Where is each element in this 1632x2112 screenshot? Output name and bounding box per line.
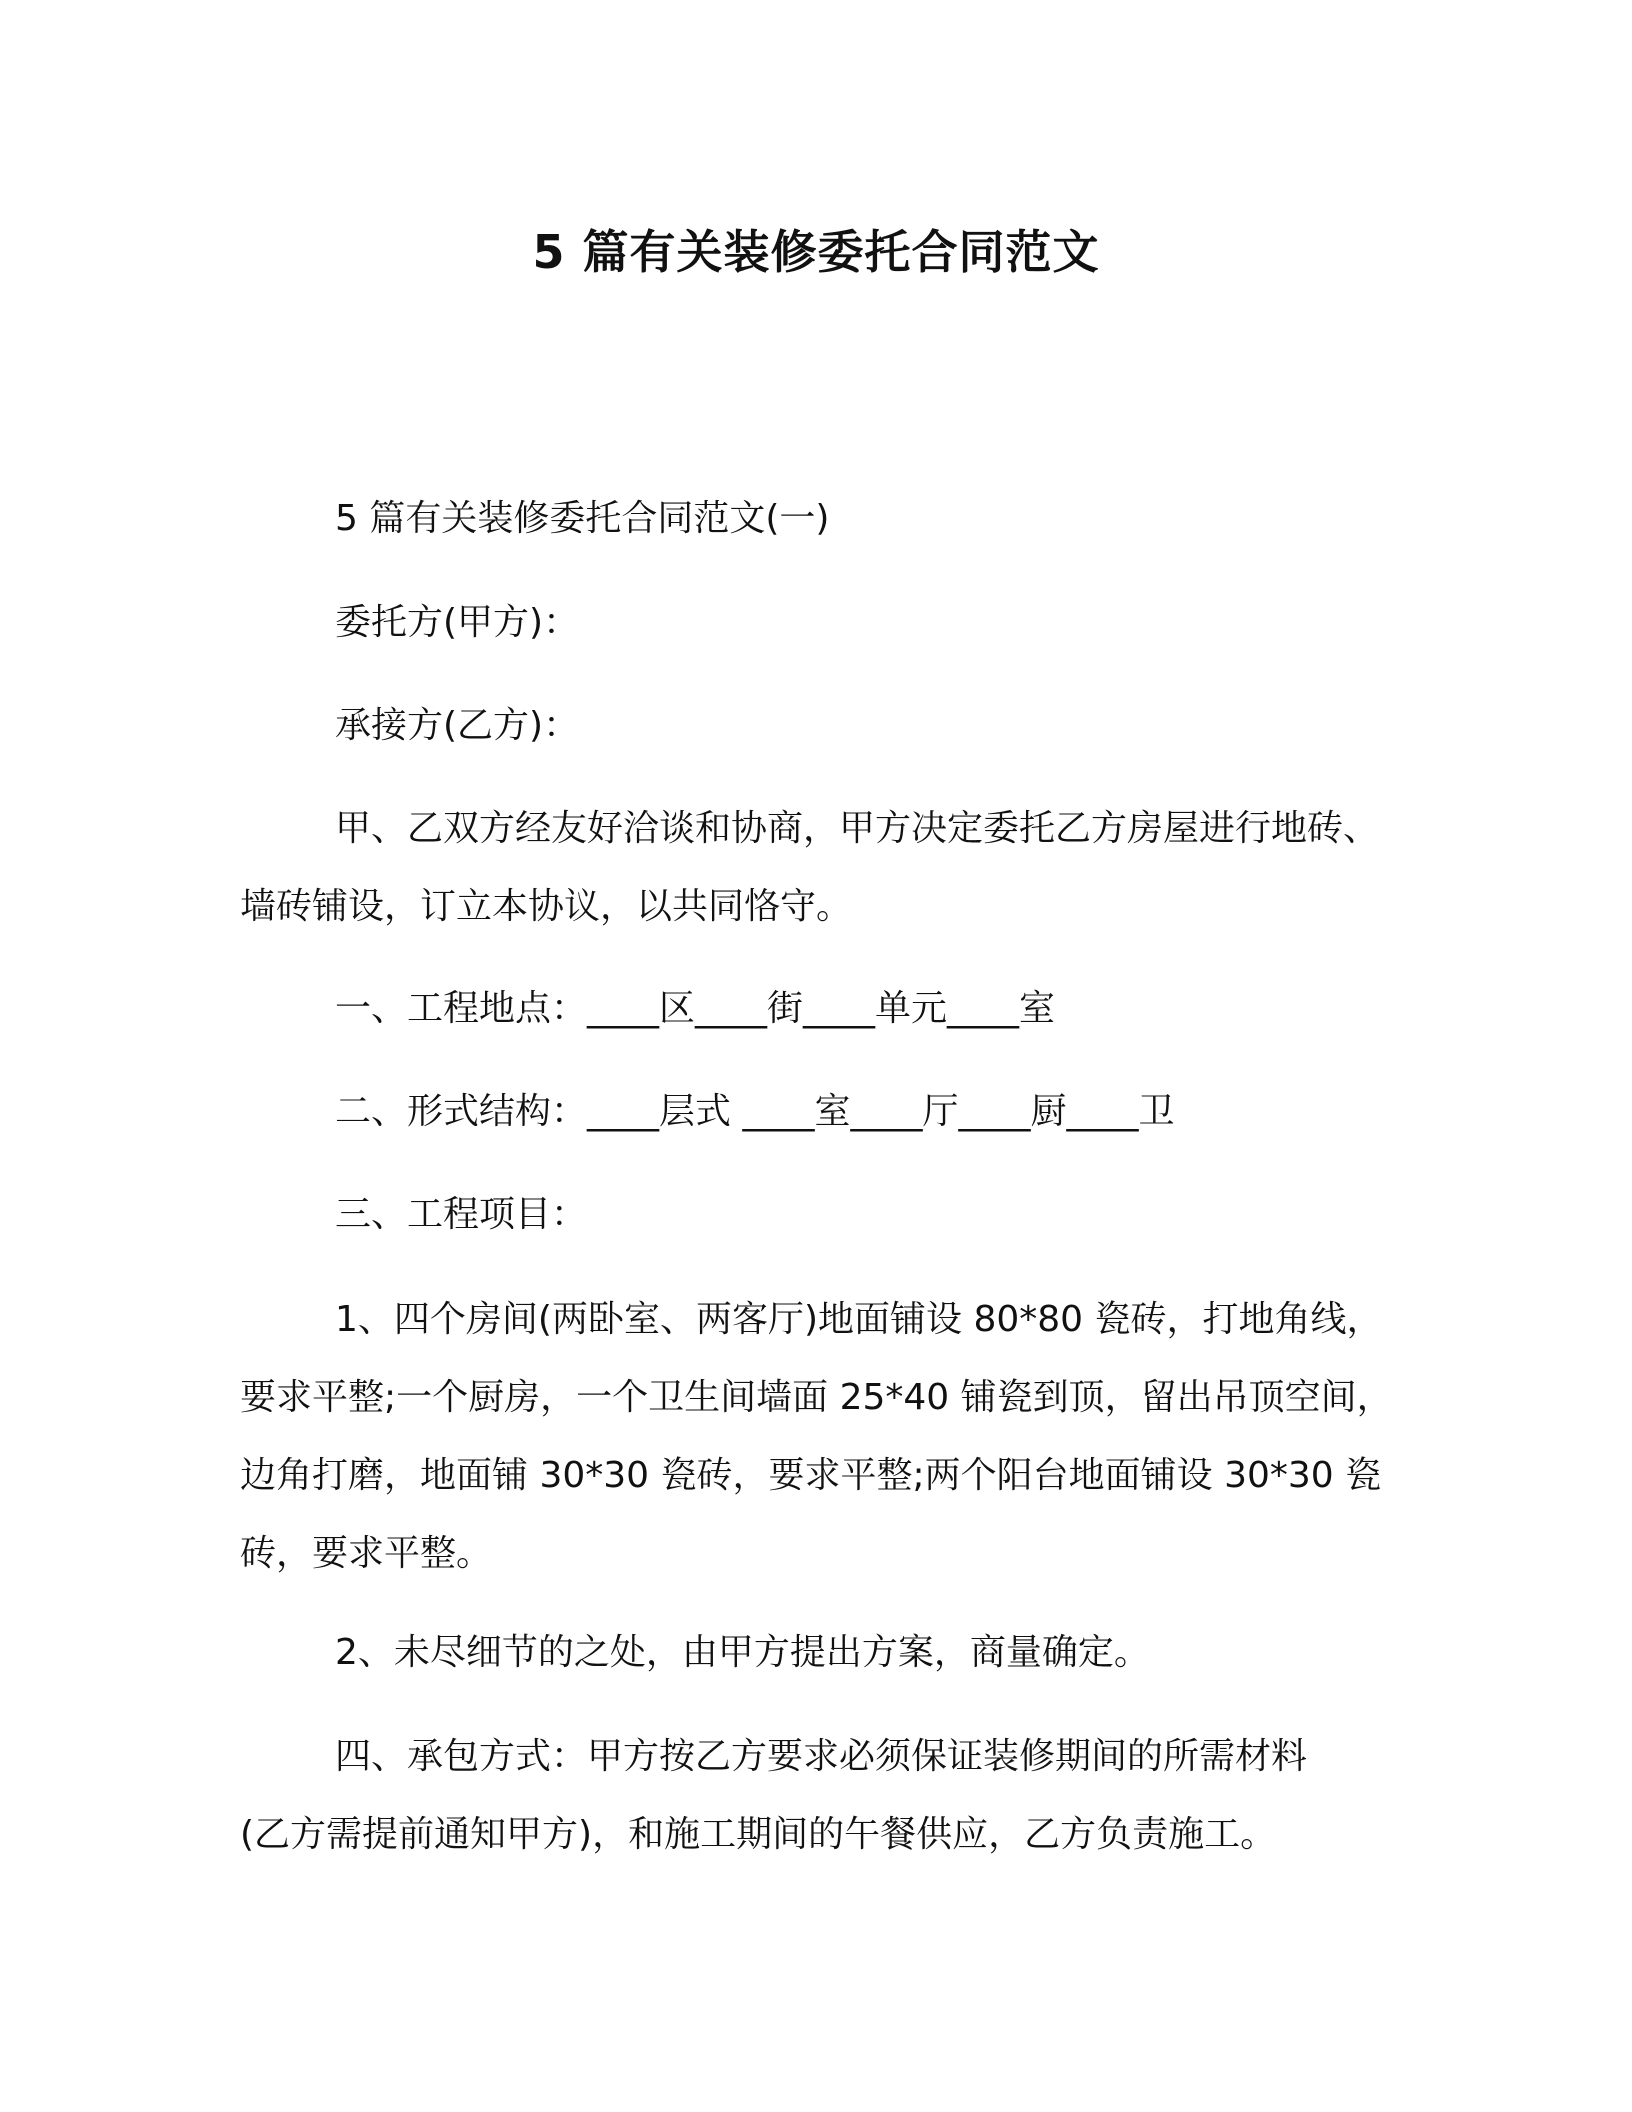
item-1-paragraph xyxy=(240,1281,1410,1593)
intro-line-2: 墙砖铺设，订立本协议，以共同恪守。 xyxy=(240,886,853,927)
intro-line-1: 甲、乙双方经友好洽谈和协商，甲方决定委托乙方房屋进行地砖、 xyxy=(335,808,1380,849)
document-title: 5 篇有关装修委托合同范文 xyxy=(532,225,1100,279)
item-1-line-3: 边角打磨，地面铺 30*30 瓷砖，要求平整;两个阳台地面铺设 30*30 瓷 xyxy=(240,1455,1382,1496)
clause-contract-line-2: (乙方需提前通知甲方)，和施工期间的午餐供应，乙方负责施工。 xyxy=(240,1814,1277,1855)
item-1-line-1: 1、四个房间(两卧室、两客厅)地面铺设 80*80 瓷砖，打地角线， xyxy=(335,1299,1383,1340)
clause-location: 一、工程地点：____区____街____单元____室 xyxy=(335,988,1056,1029)
item-1-line-2: 要求平整;一个厨房，一个卫生间墙面 25*40 铺瓷到顶，留出吊顶空间， xyxy=(240,1377,1393,1418)
clause-contract-line-1: 四、承包方式：甲方按乙方要求必须保证装修期间的所需材料 xyxy=(335,1736,1308,1777)
item-2-paragraph: 2、未尽细节的之处，由甲方提出方案，商量确定。 xyxy=(335,1632,1150,1673)
clause-items-heading: 三、工程项目： xyxy=(335,1194,588,1235)
clause-structure: 二、形式结构：____层式 ____室____厅____厨____卫 xyxy=(335,1091,1175,1132)
section-heading: 5 篇有关装修委托合同范文(一) xyxy=(335,498,830,539)
party-b-line: 承接方(乙方)： xyxy=(335,705,580,746)
intro-paragraph xyxy=(240,790,1410,946)
party-a-line: 委托方(甲方)： xyxy=(335,602,580,643)
clause-contract-paragraph xyxy=(240,1718,1410,1874)
item-1-line-4: 砖，要求平整。 xyxy=(240,1533,493,1574)
